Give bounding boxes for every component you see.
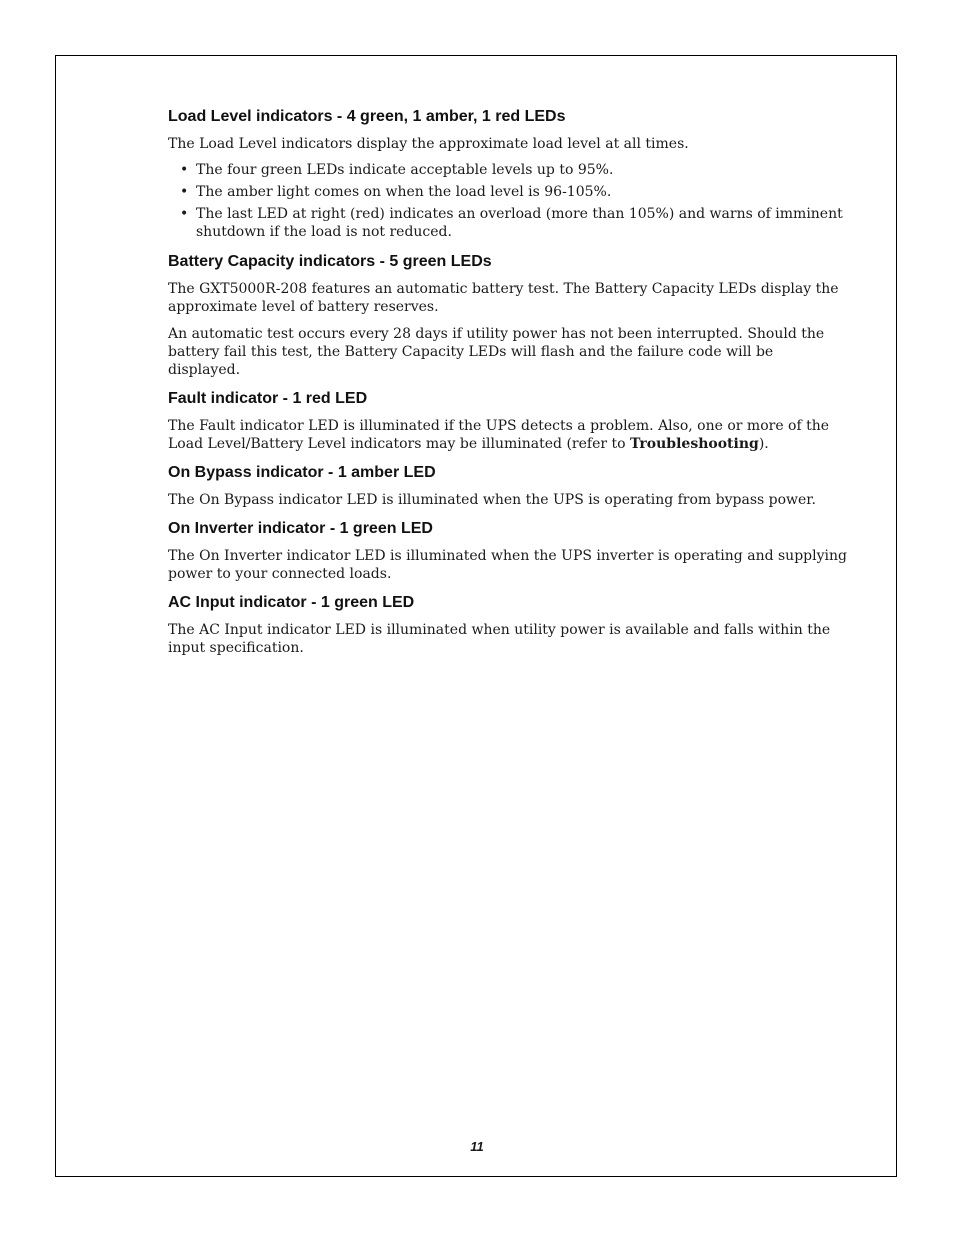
section-heading: On Inverter indicator - 1 green LED (168, 520, 433, 537)
section-heading: Fault indicator - 1 red LED (168, 390, 368, 407)
section-on-bypass (168, 464, 848, 509)
page-number: 11 (470, 1139, 484, 1154)
bullet-icon: • (180, 162, 189, 178)
list-item (168, 161, 848, 179)
paragraph: The AC Input indicator LED is illuminated when utility power is available and falls within the input specification. (168, 622, 831, 656)
bullet-icon: • (180, 184, 189, 200)
section-fault (168, 390, 848, 453)
section-ac-input (168, 594, 848, 657)
paragraph-text: ). (758, 436, 769, 452)
paragraph: The On Inverter indicator LED is illuminated when the UPS inverter is operating and supplying power to your connected loads. (168, 548, 847, 582)
paragraph: The Load Level indicators display the approximate load level at all times. (168, 136, 689, 152)
list-item-text: The last LED at right (red) indicates an overload (more than 105%) and warns of imminent shutdown if the load is not reduced. (196, 206, 843, 240)
section-heading: AC Input indicator - 1 green LED (168, 594, 415, 611)
section-battery-capacity (168, 253, 848, 379)
paragraph (168, 417, 848, 453)
section-heading: On Bypass indicator - 1 amber LED (168, 464, 436, 481)
paragraph: An automatic test occurs every 28 days if utility power has not been interrupted. Should the battery fail this test, the Battery Capacity LEDs will flash and the failure code will be displayed. (168, 326, 825, 378)
list-item-text: The four green LEDs indicate acceptable levels up to 95%. (196, 162, 614, 178)
document-body (168, 108, 848, 668)
list-item (168, 205, 848, 241)
section-load-level (168, 108, 848, 241)
section-on-inverter (168, 520, 848, 583)
bullet-list (168, 161, 848, 241)
paragraph: The On Bypass indicator LED is illuminated when the UPS is operating from bypass power. (168, 492, 816, 508)
section-heading: Load Level indicators - 4 green, 1 amber, 1 red LEDs (168, 108, 566, 125)
list-item (168, 183, 848, 201)
paragraph: The GXT5000R-208 features an automatic battery test. The Battery Capacity LEDs display the approximate level of battery reserves. (168, 281, 839, 315)
troubleshooting-reference: Troubleshooting (630, 436, 759, 452)
section-heading: Battery Capacity indicators - 5 green LEDs (168, 253, 492, 270)
list-item-text: The amber light comes on when the load level is 96-105%. (196, 184, 612, 200)
bullet-icon: • (180, 206, 189, 222)
paragraph-text: The Fault indicator LED is illuminated if the UPS detects a problem. Also, one or more of the Load Level/Battery Level indicators may be illuminated (refer to (168, 418, 830, 452)
